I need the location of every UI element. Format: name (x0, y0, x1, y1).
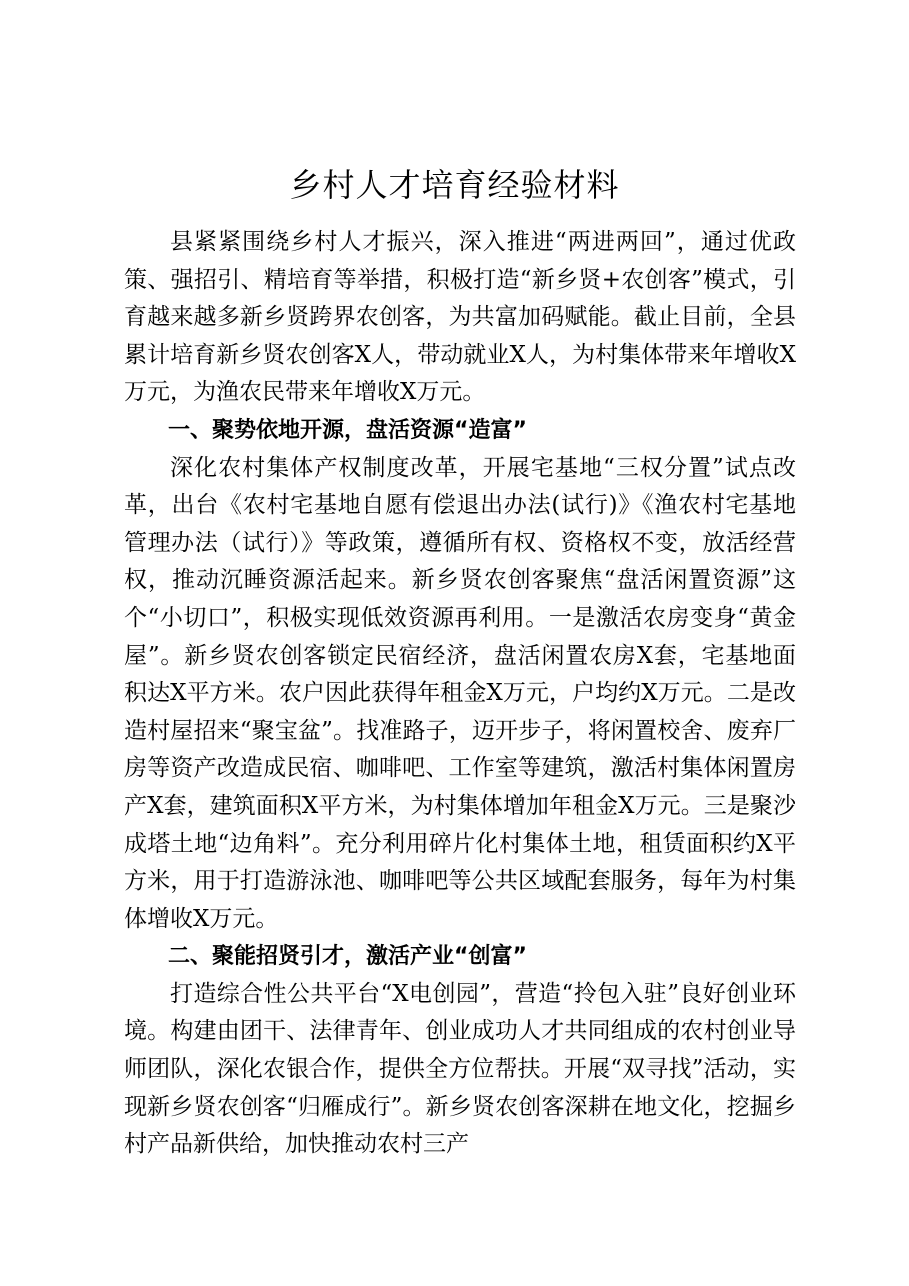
section-heading-2: 二、聚能招贤引才，激活产业“创富” (168, 944, 527, 970)
section-1-paragraph: 深化农村集体产权制度改革，开展宅基地“三权分置”试点改革，出台《农村宅基地自愿有偿退出办法(试行)》《渔农村宅基地管理办法（试行）》等政策，遵循所有权、资格权不变，放活经营权，推动沉睡资源活起来。新乡贤农创客聚焦“盘活闲置资源”这个“小切口”，积极实现低效资源再利用。一是激活农房变身“黄金屋”。新乡贤农创客锁定民宿经济，盘活闲置农房X套，宅基地面积达X平方米。农户因此获得年租金X万元，户均约X万元。二是改造村屋招来“聚宝盆”。找准路子，迈开步子，将闲置校舍、废弃厂房等资产改造成民宿、咖啡吧、工作室等建筑，激活村集体闲置房产X套，建筑面积X平方米，为村集体增加年租金X万元。三是聚沙成塔土地“边角料”。充分利用碎片化村集体土地，租赁面积约X平方米，用于打造游泳池、咖啡吧等公共区域配套服务，每年为村集体增收X万元。 (124, 454, 796, 932)
document-title: 乡村人才培育经验材料 (289, 166, 620, 204)
section-2-paragraph: 打造综合性公共平台“X电创园”，营造“拎包入驻”良好创业环境。构建由团干、法律青年、创业成功人才共同组成的农村创业导师团队，深化农银合作，提供全方位帮扶。开展“双寻找”活动，实现新乡贤农创客“归雁成行”。新乡贤农创客深耕在地文化，挖掘乡村产品新供给，加快推动农村三产 (124, 980, 796, 1158)
section-heading-1: 一、聚势依地开源，盘活资源“造富” (168, 417, 527, 443)
document-body (124, 224, 796, 1164)
intro-paragraph: 县紧紧围绕乡村人才振兴，深入推进“两进两回”，通过优政策、强招引、精培育等举措，积极打造“新乡贤+农创客”模式，引育越来越多新乡贤跨界农创客，为共富加码赋能。截止目前，全县累计培育新乡贤农创客X人，带动就业X人，为村集体带来年增收X万元，为渔农民带来年增收X万元。 (124, 229, 796, 406)
